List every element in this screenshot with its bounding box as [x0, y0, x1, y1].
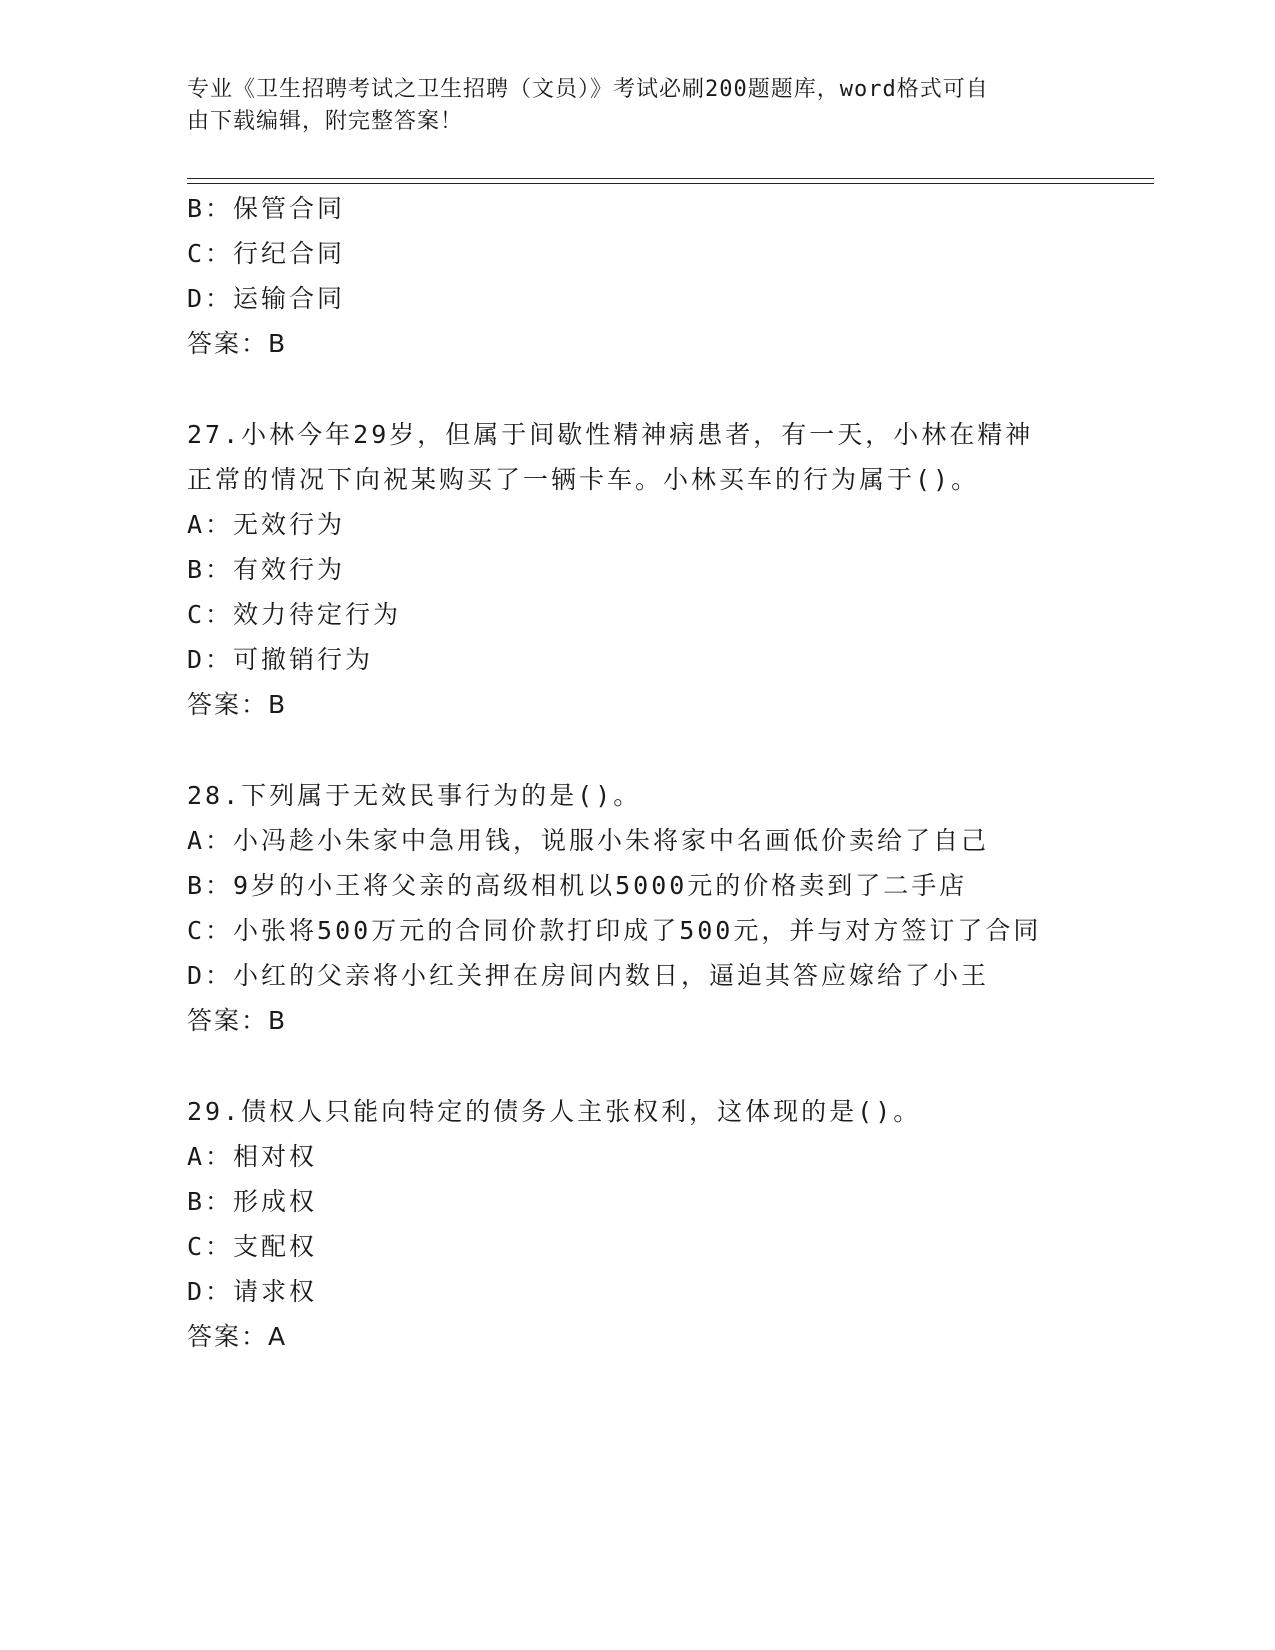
- option-d: D：请求权: [187, 1277, 318, 1306]
- answer: 答案：A: [187, 1322, 288, 1351]
- question-stem: 28.下列属于无效民事行为的是()。: [187, 781, 642, 810]
- option-b: B：有效行为: [187, 555, 346, 584]
- question-stem: 29.债权人只能向特定的债务人主张权利，这体现的是()。: [187, 1097, 922, 1126]
- answer: 答案：B: [187, 329, 288, 358]
- header-line-1: 专业《卫生招聘考试之卫生招聘（文员）》考试必刷200题题库，word格式可自: [187, 77, 989, 102]
- document-header: [187, 74, 1067, 138]
- question-stem: 27.小林今年29岁，但属于间歇性精神病患者，有一天，小林在精神: [187, 420, 1034, 449]
- option-c: C：效力待定行为: [187, 600, 402, 629]
- header-line-2: 由下载编辑，附完整答案！: [187, 109, 464, 134]
- option-d: D：可撤销行为: [187, 645, 374, 674]
- option-c: C：支配权: [187, 1232, 318, 1261]
- option-a: A：无效行为: [187, 510, 346, 539]
- option-d: D：运输合同: [187, 284, 346, 313]
- answer: 答案：B: [187, 690, 288, 719]
- option-a: A：小冯趁小朱家中急用钱，说服小朱将家中名画低价卖给了自己: [187, 826, 990, 855]
- option-b: B：保管合同: [187, 194, 346, 223]
- answer: 答案：B: [187, 1006, 288, 1035]
- header-divider-top: [187, 178, 1154, 179]
- option-c: C：行纪合同: [187, 239, 346, 268]
- question-stem: 正常的情况下向祝某购买了一辆卡车。小林买车的行为属于()。: [187, 465, 980, 494]
- option-b: B：9岁的小王将父亲的高级相机以5000元的价格卖到了二手店: [187, 871, 968, 900]
- option-a: A：相对权: [187, 1142, 318, 1171]
- option-c: C：小张将500万元的合同价款打印成了500元，并与对方签订了合同: [187, 916, 1042, 945]
- option-d: D：小红的父亲将小红关押在房间内数日，逼迫其答应嫁给了小王: [187, 961, 990, 990]
- header-divider-bottom: [187, 183, 1154, 184]
- option-b: B：形成权: [187, 1187, 318, 1216]
